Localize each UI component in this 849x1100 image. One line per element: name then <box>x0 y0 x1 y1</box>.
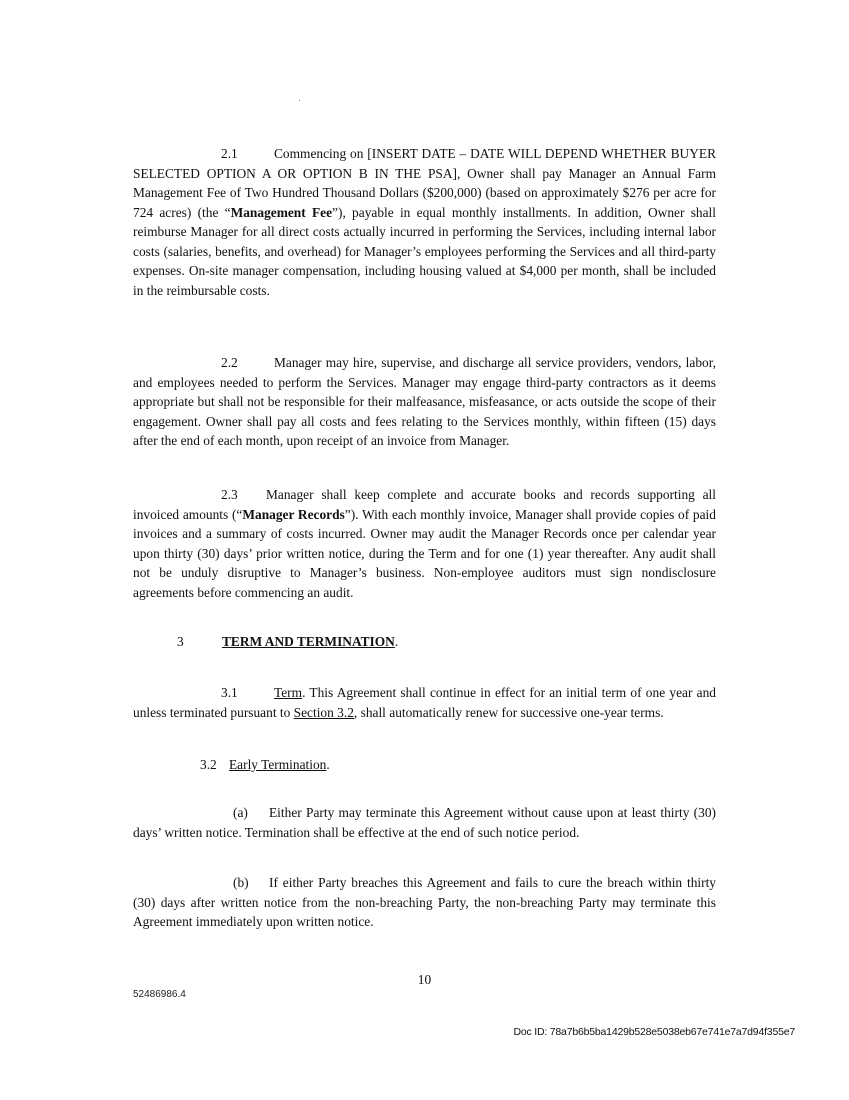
clause-text: If either Party breaches this Agreement and fails to cure the breach within thirty (30) days after written notice from the non-breaching Party, the non-breaching Party may terminate this Agreement immediately upon written notice. <box>133 875 716 929</box>
section-3-2-a <box>133 803 716 842</box>
section-number: 3.1 <box>221 685 238 700</box>
section-3-2-heading <box>200 755 330 774</box>
clause-label: (a) <box>233 805 248 820</box>
doc-id: Doc ID: 78a7b6b5ba1429b528e5038eb67e741e7a7d94f355e7 <box>513 1026 795 1038</box>
section-text: Manager shall keep complete and accurate books and records supporting all invoiced amounts (“ <box>133 487 716 522</box>
clause-text: Either Party may terminate this Agreement without cause upon at least thirty (30) days’ written notice. Termination shall be effective at the end of such notice period. <box>133 805 716 840</box>
section-2-3 <box>133 485 716 602</box>
clause-label: (b) <box>233 875 249 890</box>
defined-term: Management Fee <box>230 204 333 220</box>
section-number: 2.2 <box>221 355 238 370</box>
section-number: 3 <box>177 634 184 649</box>
section-text: Commencing on [INSERT DATE – DATE WILL DEPEND WHETHER BUYER SELECTED OPTION A OR OPTION B IN THE PSA], Owner shall pay Manager an Annual Farm Management Fee of Two Hundred Thousand Dollars ($200,000) (based on approximately $276 per acre for 724 acres) (the “ <box>133 146 716 220</box>
page-number: 10 <box>417 972 432 987</box>
section-text: ”), payable in equal monthly installments. In addition, Owner shall reimburse Manager for all direct costs actually incurred in performing the Services, including internal labor costs (salaries, benefits, and overhead) for Manager’s employees performing the Services and all third-party expenses. On-site manager compensation, including housing valued at $4,000 per month, shall be included in the reimbursable costs. <box>133 204 716 298</box>
section-punct: . <box>326 757 330 772</box>
section-2-2 <box>133 353 716 451</box>
section-number: 2.3 <box>221 487 238 502</box>
section-text: ”). With each monthly invoice, Manager shall provide copies of paid invoices and a summary of costs incurred. Owner may audit the Manager Records once per calendar year upon thirty (30) days’ prior written notice, during the Term and for one (1) year thereafter. Any audit shall not be unduly disruptive to Manager’s business. Non-employee auditors must sign nondisclosure agreements before commencing an audit. <box>133 506 716 600</box>
section-3-1 <box>133 683 716 722</box>
section-text: Manager may hire, supervise, and discharge all service providers, vendors, labor, and employees needed to perform the Services. Manager may engage third-party contractors as it deems appropriate but shall not be responsible for their malfeasance, misfeasance, or acts outside the scope of their engagement. Owner shall pay all costs and fees relating to the Services monthly, within fifteen (15) days after the end of each month, upon receipt of an invoice from Manager. <box>133 355 716 448</box>
section-number: 2.1 <box>221 146 238 161</box>
section-punct: . <box>394 634 399 649</box>
document-number: 52486986.4 <box>133 989 186 1000</box>
section-text: , shall automatically renew for successive one-year terms. <box>353 704 664 720</box>
defined-term: Manager Records <box>242 506 345 522</box>
cross-reference: Section 3.2 <box>293 704 354 720</box>
section-number: 3.2 <box>200 757 217 772</box>
section-3-heading <box>177 632 398 651</box>
section-text: . This Agreement shall continue in effect for an initial term of one year and unless terminated pursuant to <box>133 685 716 720</box>
section-2-1 <box>133 144 716 300</box>
section-3-2-b <box>133 873 716 932</box>
section-title: Early Termination <box>229 757 327 772</box>
stray-mark <box>299 100 300 101</box>
section-title: TERM AND TERMINATION <box>222 634 395 649</box>
section-title: Term <box>274 685 303 700</box>
